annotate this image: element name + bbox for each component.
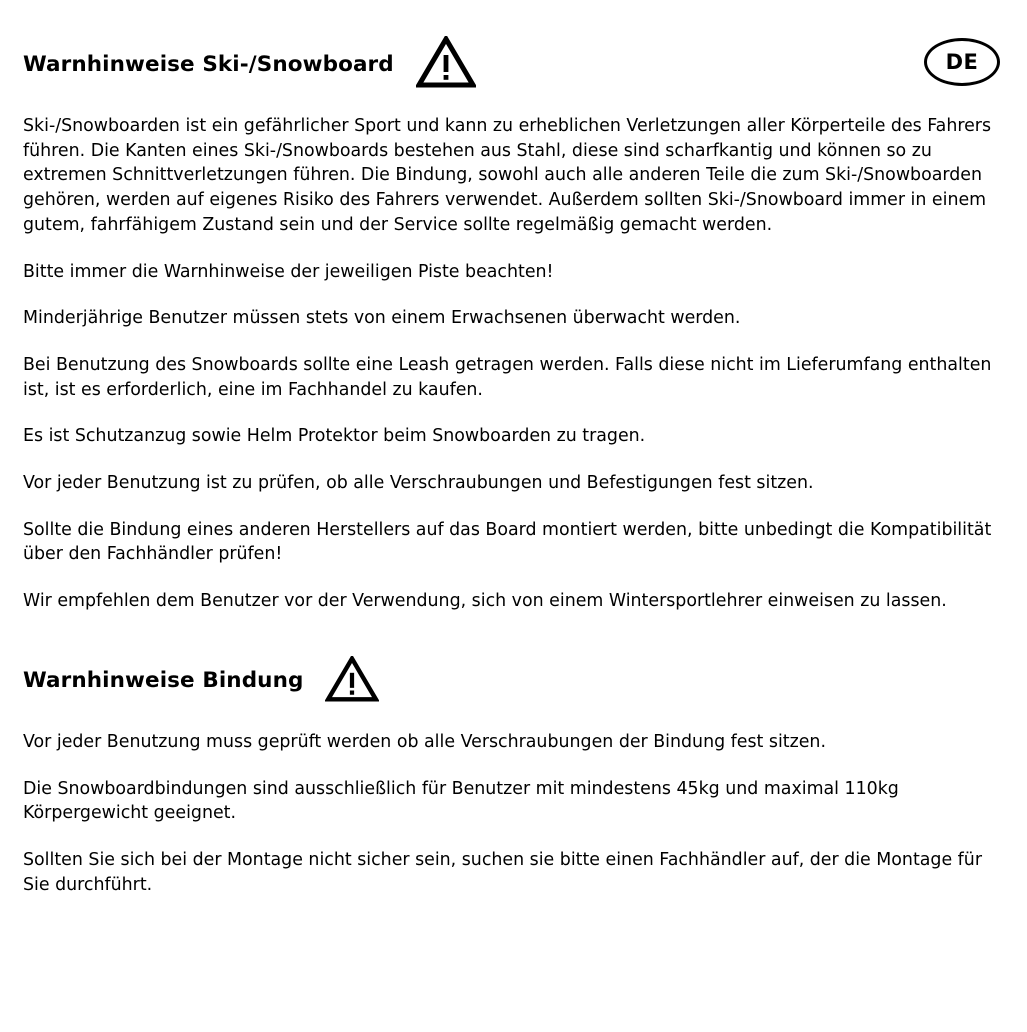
section-header-ski-snowboard — [23, 36, 999, 92]
warning-triangle-icon — [325, 656, 379, 706]
warning-triangle-icon — [416, 36, 476, 92]
paragraph: Sollte die Bindung eines anderen Herstellers auf das Board montiert werden, bitte unbedingt die Kompatibilität über den Fachhändler prüfen! — [23, 519, 992, 565]
paragraph: Die Snowboardbindungen sind ausschließlich für Benutzer mit mindestens 45kg und maximal 110kg Körpergewicht geeignet. — [23, 778, 899, 824]
section-title: Warnhinweise Bindung — [23, 668, 304, 694]
paragraph: Bei Benutzung des Snowboards sollte eine Leash getragen werden. Falls diese nicht im Lieferumfang enthalten ist, ist es erforderlich, eine im Fachhandel zu kaufen. — [23, 354, 992, 400]
paragraph: Wir empfehlen dem Benutzer vor der Verwendung, sich von einem Wintersportlehrer einweisen zu lassen. — [23, 591, 947, 612]
section-binding — [23, 656, 999, 898]
paragraph: Bitte immer die Warnhinweise der jeweiligen Piste beachten! — [23, 261, 554, 282]
paragraph: Vor jeder Benutzung muss geprüft werden ob alle Verschraubungen der Bindung fest sitzen. — [23, 731, 826, 752]
section-title: Warnhinweise Ski-/Snowboard — [23, 51, 394, 77]
section-header-binding — [23, 656, 999, 706]
paragraph: Ski-/Snowboarden ist ein gefährlicher Sport und kann zu erheblichen Verletzungen aller Körperteile des Fahrers führen. Die Kanten eines Ski-/Snowboards bestehen aus Stahl, diese sind scharfkantig und können so zu extremen Schnittverletzungen führen. Die Bindung, sowohl auch alle anderen Teile die zum Ski-/Snowboarden gehören, werden auf eigenes Risiko des Fahrers verwendet. Außerdem sollten Ski-/Snowboard immer in einem gutem, fahrfähigem Zustand sein und der Service sollte regelmäßig gemacht werden. — [23, 116, 992, 235]
paragraph: Es ist Schutzanzug sowie Helm Protektor beim Snowboarden zu tragen. — [23, 426, 646, 447]
paragraph: Vor jeder Benutzung ist zu prüfen, ob alle Verschraubungen und Befestigungen fest sitzen. — [23, 473, 814, 494]
language-badge: DE — [924, 38, 1000, 86]
paragraph: Minderjährige Benutzer müssen stets von einem Erwachsenen überwacht werden. — [23, 308, 741, 329]
paragraph: Sollten Sie sich bei der Montage nicht sicher sein, suchen sie bitte einen Fachhändler auf, der die Montage für Sie durchführt. — [23, 849, 982, 895]
